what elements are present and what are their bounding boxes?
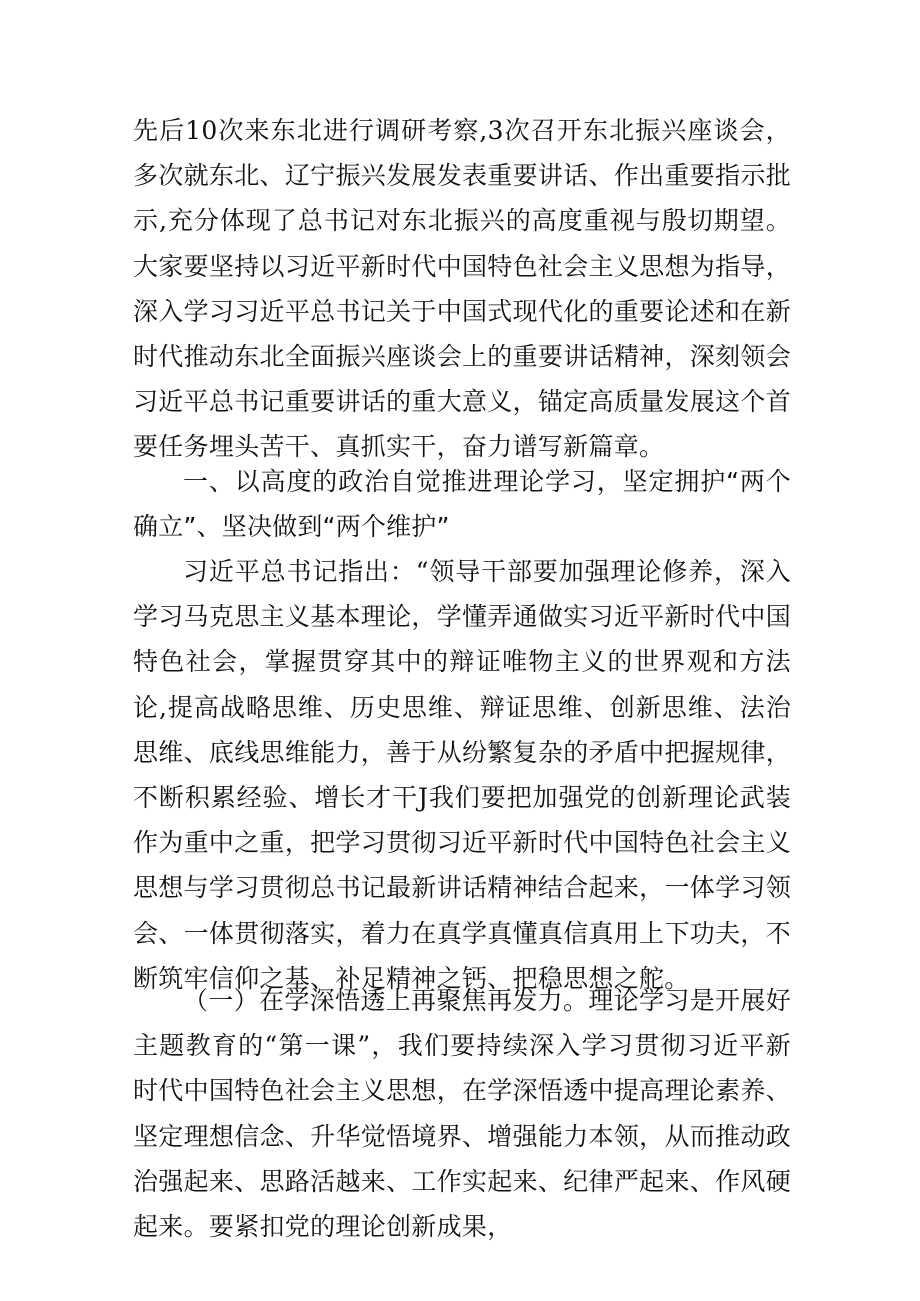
section-heading: 一、以高度的政治自觉推进理论学习，坚定拥护“两个确立”、坚决做到“两个维护” (133, 467, 791, 542)
body-paragraph: 习近平总书记指出：“领导干部要加强理论修养，深入学习马克思主义基本理论，学懂弄通做实习近平新时代中国特色社会，掌握贯穿其中的辩证唯物主义的世界观和方法论,提高战略思维、历史思维、辩证思维、创新思维、法治思维、底线思维能力，善于从纷繁复杂的矛盾中把握规律，不断积累经验、增长才干J我们要把加强党的创新理论武装作为重中之重，把学习贯彻习近平新时代中国特色社会主义思想与学习贯彻总书记最新讲话精神结合起来，一体学习领会、一体贯彻落实，着力在真学真懂真信真用上下功夫，不断筑牢信仰之基、补足精神之钙、把稳思想之舵。 (133, 557, 791, 993)
body-paragraph: 先后10次来东北进行调研考察,3次召开东北振兴座谈会，多次就东北、辽宁振兴发展发表重要讲话、作出重要指示批示,充分体现了总书记对东北振兴的高度重视与殷切期望。大家要坚持以习近平新时代中国特色社会主义思想为指导，深入学习习近平总书记关于中国式现代化的重要论述和在新时代推动东北全面振兴座谈会上的重要讲话精神，深刻领会习近平总书记重要讲话的重大意义，锚定高质量发展这个首要任务埋头苦干、真抓实干，奋力谱写新篇章。 (133, 116, 791, 462)
body-paragraph: （一）在学深悟透上再聚焦再发力。理论学习是开展好主题教育的“第一课”，我们要持续深入学习贯彻习近平新时代中国特色社会主义思想，在学深悟透中提高理论素养、坚定理想信念、升华觉悟境界、增强能力本领，从而推动政治强起来、思路活越来、工作实起来、纪律严起来、作风硬起来。要紧扣党的理论创新成果， (133, 986, 791, 1242)
